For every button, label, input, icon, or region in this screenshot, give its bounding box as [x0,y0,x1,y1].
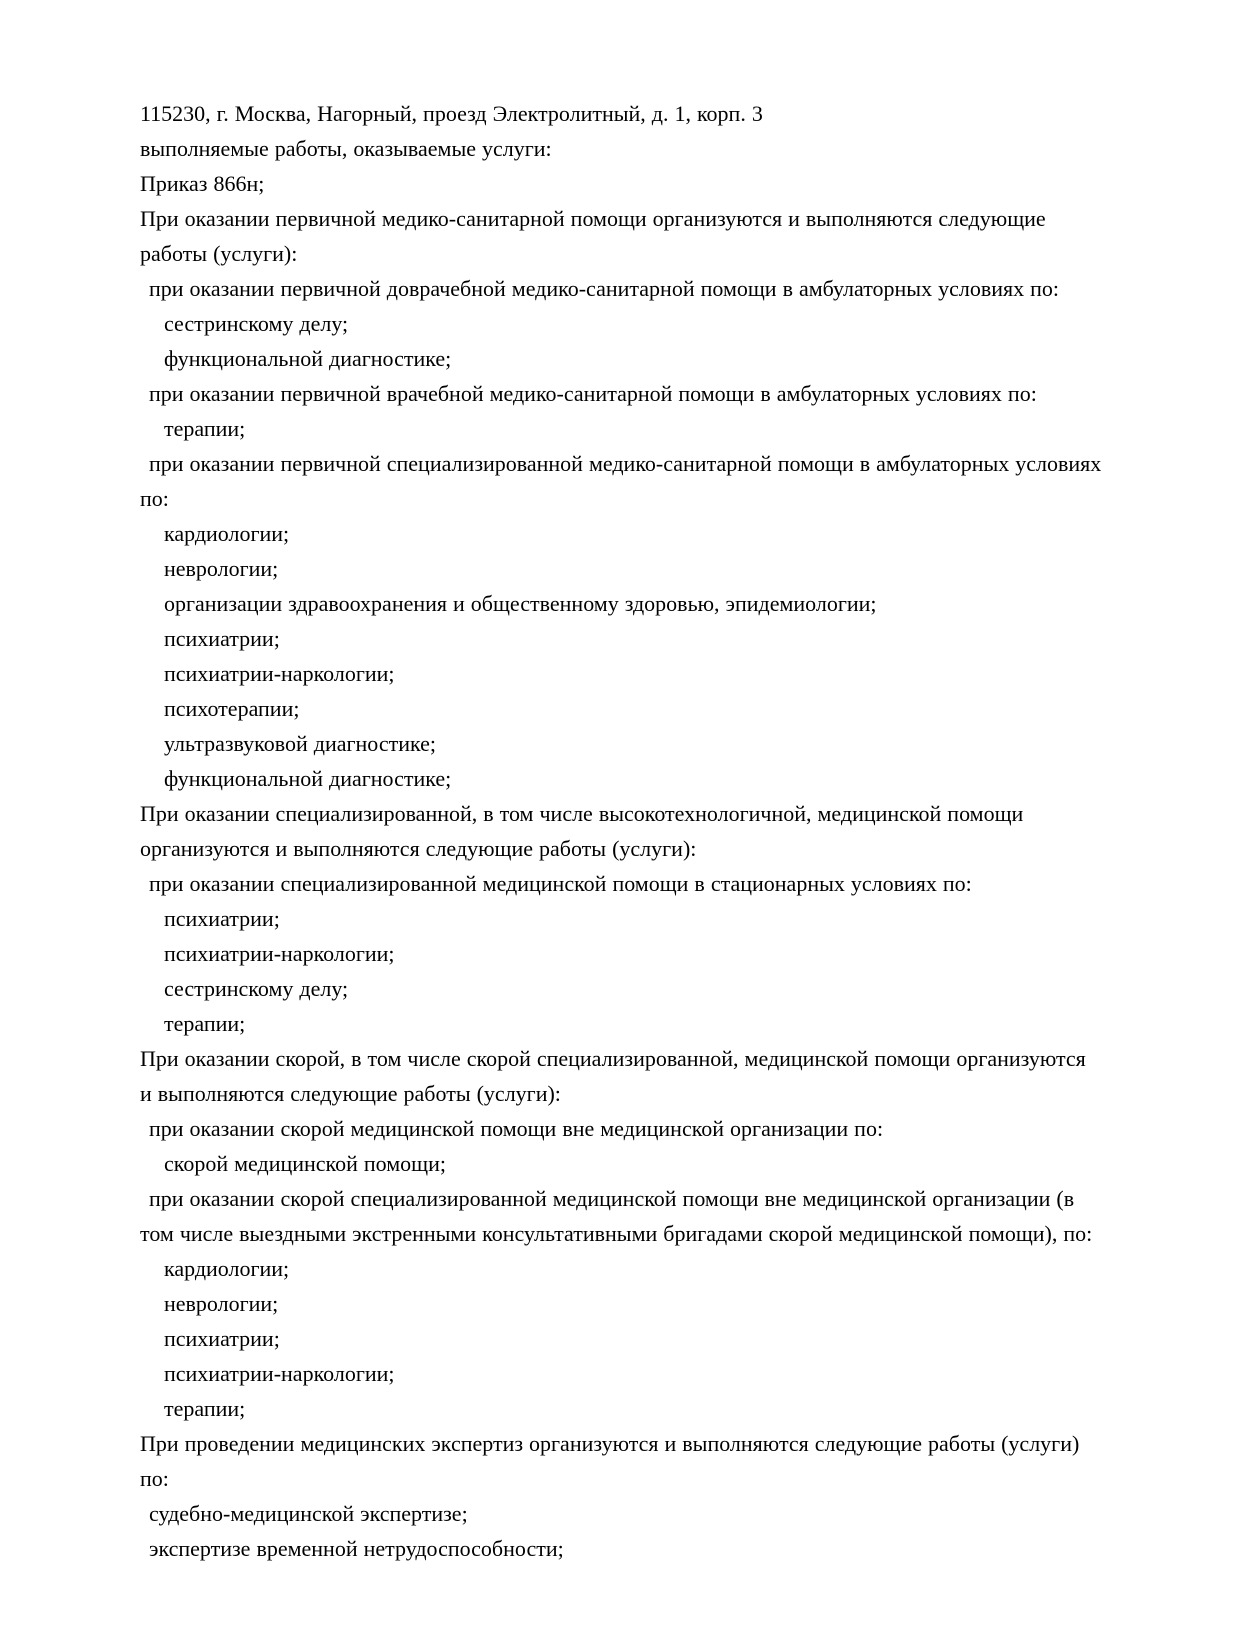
document-line: сестринскому делу; [164,311,349,336]
document-line: при оказании первичной доврачебной медико-санитарной помощи в амбулаторных условиях по: [149,276,1060,301]
document-line: кардиологии; [164,1256,290,1281]
document-line: функциональной диагностике; [164,766,452,791]
document-line: при оказании скорой специализированной медицинской помощи вне медицинской организации (в том числе выездными экстренными консультативными бригадами скорой медицинской помощи), по: [140,1186,1093,1246]
document-line: экспертизе временной нетрудоспособности; [149,1536,564,1561]
document-line: выполняемые работы, оказываемые услуги: [140,136,552,161]
document-line: функциональной диагностике; [164,346,452,371]
document-line: 115230, г. Москва, Нагорный, проезд Электролитный, д. 1, корп. 3 [140,101,763,126]
document-line: психиатрии-наркологии; [164,661,395,686]
document-line: при оказании специализированной медицинской помощи в стационарных условиях по: [149,871,972,896]
document-line: при оказании первичной специализированной медико-санитарной помощи в амбулаторных условиях по: [140,451,1102,511]
document-line: при оказании первичной врачебной медико-санитарной помощи в амбулаторных условиях по: [149,381,1037,406]
document-line: При оказании первичной медико-санитарной помощи организуются и выполняются следующие работы (услуги): [140,206,1046,266]
document-line: психиатрии-наркологии; [164,1361,395,1386]
document-line: при оказании скорой медицинской помощи вне медицинской организации по: [149,1116,884,1141]
document-line: психиатрии; [164,626,280,651]
license-works-list [140,96,1102,1566]
document-line: При оказании специализированной, в том числе высокотехнологичной, медицинской помощи организуются и выполняются следующие работы (услуги): [140,801,1024,861]
document-line: судебно-медицинской экспертизе; [149,1501,468,1526]
document-line: неврологии; [164,556,279,581]
document-line: Приказ 866н; [140,171,265,196]
document-line: При проведении медицинских экспертиз организуются и выполняются следующие работы (услуги) по: [140,1431,1080,1491]
document-line: организации здравоохранения и общественному здоровью, эпидемиологии; [164,591,877,616]
document-line: терапии; [164,416,246,441]
document-line: психиатрии; [164,906,280,931]
document-line: терапии; [164,1396,246,1421]
document-line: ультразвуковой диагностике; [164,731,437,756]
document-line: скорой медицинской помощи; [164,1151,447,1176]
document-line: психиатрии; [164,1326,280,1351]
document-line: сестринскому делу; [164,976,349,1001]
document-line: При оказании скорой, в том числе скорой специализированной, медицинской помощи организуются и выполняются следующие работы (услуги): [140,1046,1086,1106]
document-line: терапии; [164,1011,246,1036]
document-line: кардиологии; [164,521,290,546]
document-line: психиатрии-наркологии; [164,941,395,966]
document-line: неврологии; [164,1291,279,1316]
document-line: психотерапии; [164,696,300,721]
